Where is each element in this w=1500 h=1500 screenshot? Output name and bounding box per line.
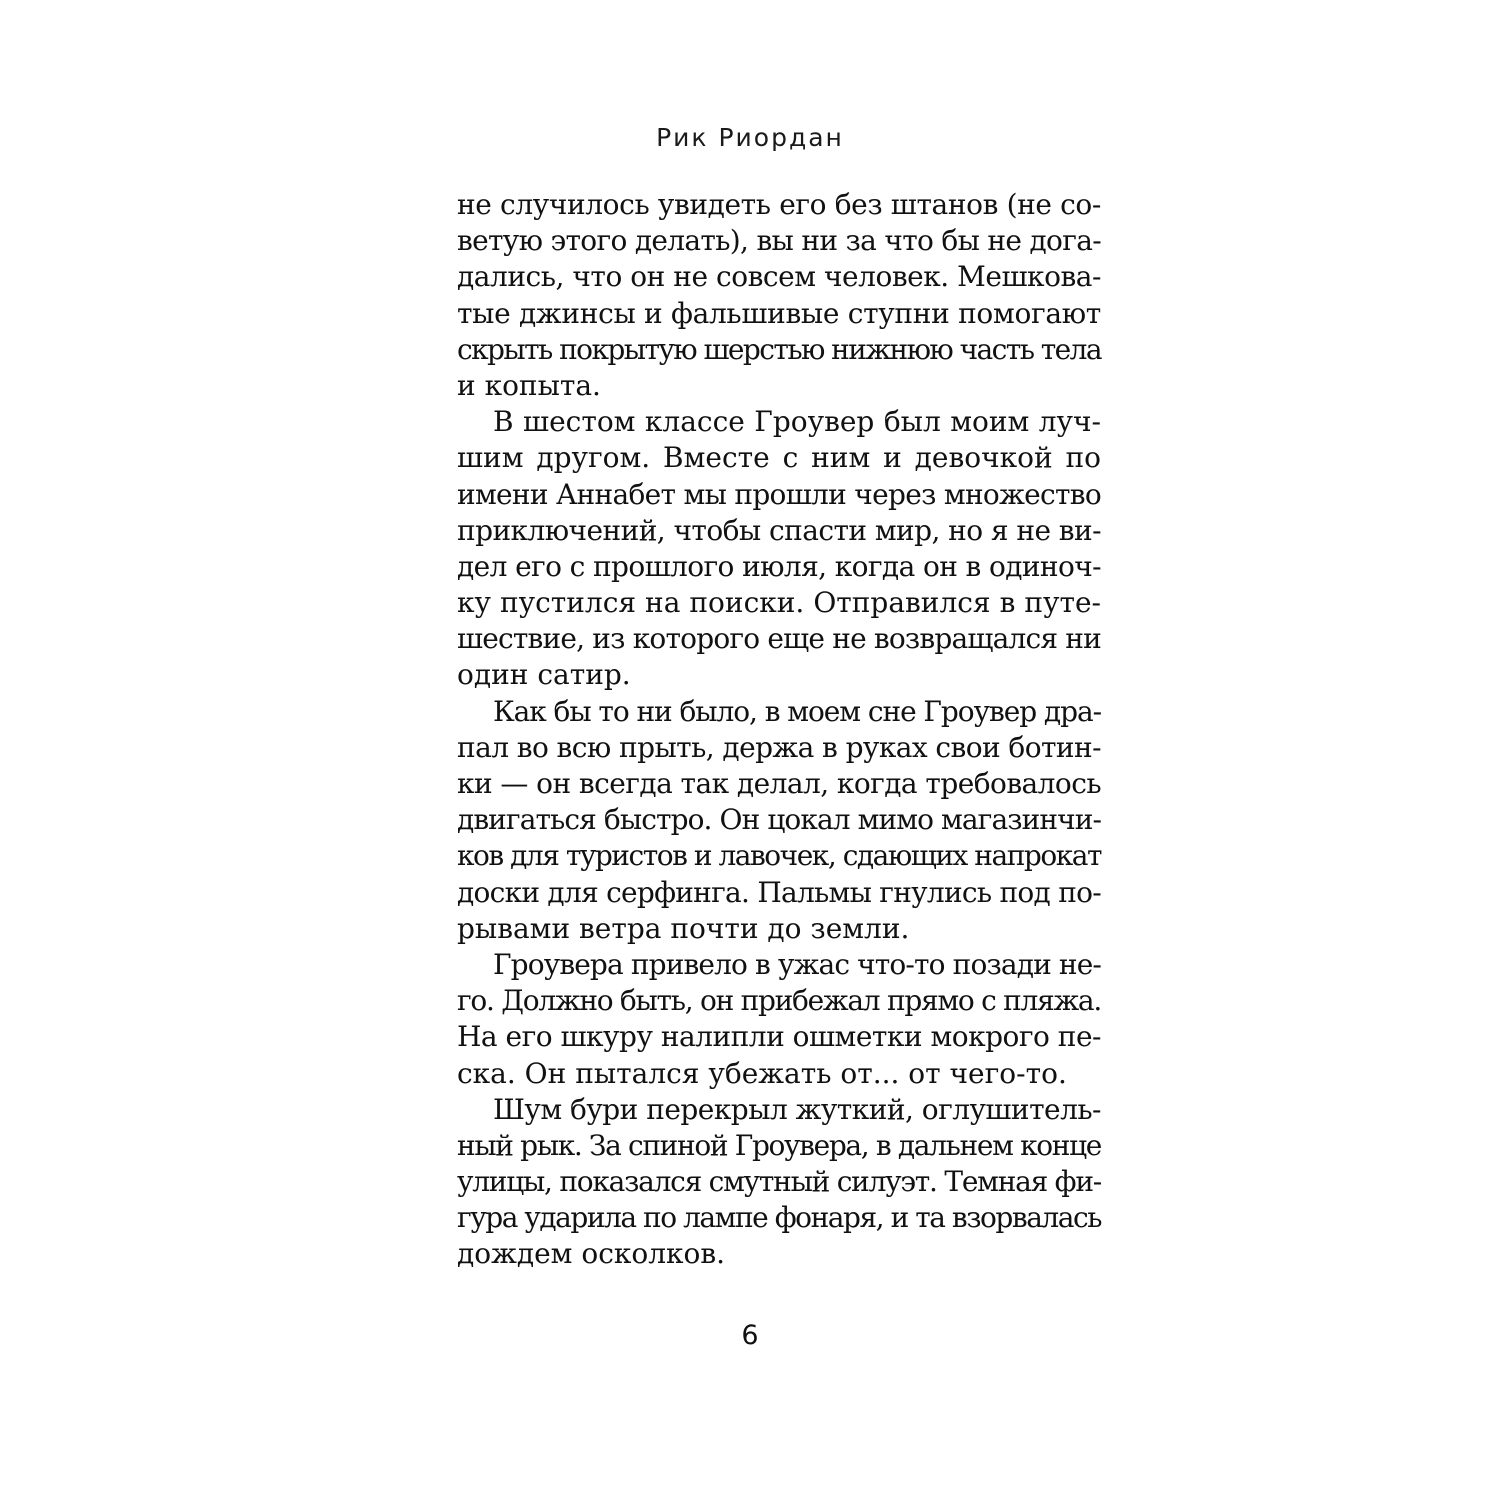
text-line: имени Аннабет мы прошли через множество [457,477,1102,511]
text-line: один сатир. [457,658,631,692]
text-line: дождем осколков. [457,1237,726,1271]
text-line: пал во всю прыть, держа в руках свои ботин- [457,730,1101,764]
text-line: ска. Он пытался убежать от... от чего-то. [457,1056,1067,1090]
text-line: улицы, показался смутный силуэт. Темная фи- [457,1165,1101,1199]
text-line: двигаться быстро. Он цокал мимо магазинчи- [457,803,1101,837]
text-line: рывами ветра почти до земли. [457,911,910,945]
text-line: шим другом. Вместе с ним и девочкой по [457,441,1101,475]
text-line: ков для туристов и лавочек, сдающих напрокат [457,839,1101,873]
text-line: дались, что он не совсем человек. Мешкова- [457,260,1101,294]
running-header-author: Рик Риордан [656,123,844,152]
text-line: скрыть покрытую шерстью нижнюю часть тела [457,332,1101,366]
text-line: приключений, чтобы спасти мир, но я не ви- [457,513,1101,547]
text-line: гура ударила по лампе фонаря, и та взорвалась [457,1201,1101,1235]
text-line: В шестом классе Гроувер был моим луч- [493,405,1101,439]
text-line: ку пустился на поиски. Отправился в путе- [457,586,1101,620]
text-line: тые джинсы и фальшивые ступни помогают [457,296,1101,330]
text-line: Как бы то ни было, в моем сне Гроувер дра- [493,694,1101,728]
text-line: Шум бури перекрыл жуткий, оглушитель- [493,1092,1101,1126]
text-line: го. Должно быть, он прибежал прямо с пляжа. [457,984,1101,1018]
page-number: 6 [741,1320,759,1351]
text-line: ветую этого делать), вы ни за что бы не дога- [457,224,1101,258]
text-line: ки — он всегда так делал, когда требовалось [457,767,1102,800]
text-line: и копыта. [457,368,601,402]
text-line: доски для серфинга. Пальмы гнулись под по- [457,875,1101,909]
text-line: дел его с прошлого июля, когда он в одиноч- [457,549,1101,583]
body-text [457,187,1101,1273]
text-line: На его шкуру налипли ошметки мокрого пе- [457,1020,1101,1054]
text-line: шествие, из которого еще не возвращался ни [457,622,1101,656]
text-line: Гроувера привело в ужас что-то позади не- [493,947,1101,981]
text-line: ный рык. За спиной Гроувера, в дальнем конце [457,1128,1101,1162]
text-line: не случилось увидеть его без штанов (не со- [457,188,1101,221]
